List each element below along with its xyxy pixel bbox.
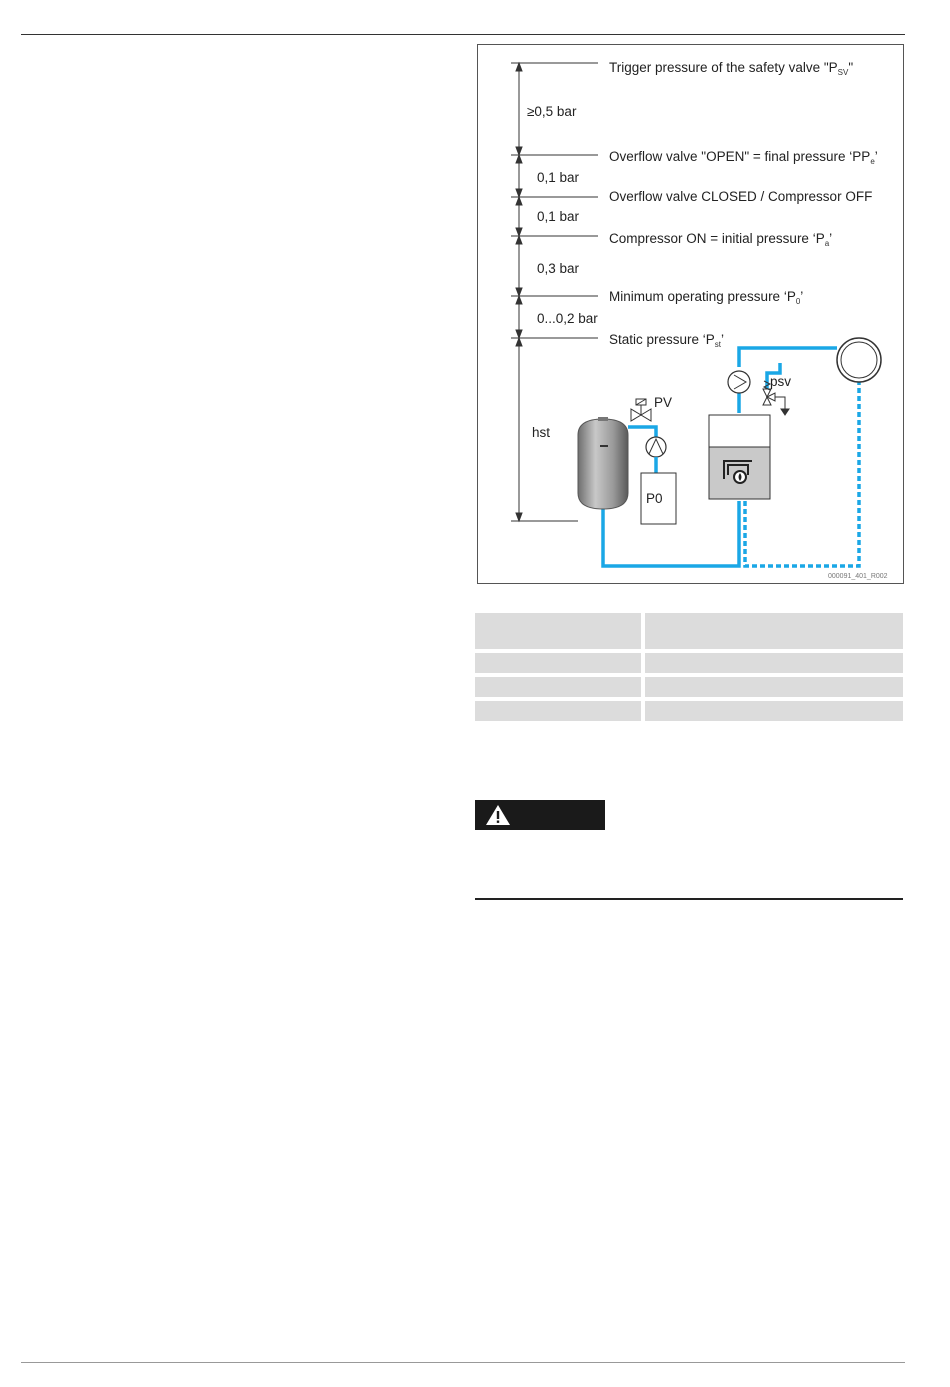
pressure-diagram-figure [477,44,904,584]
psv-label: psv [770,374,792,389]
table-header-row [475,613,903,649]
pressure-diagram [478,45,905,585]
interval-label: 0,1 bar [537,209,580,224]
table-cell [645,653,903,673]
pv-pump-icon [646,437,666,457]
header-rule [21,34,905,35]
table-cell [475,677,641,697]
interval-label: 0,3 bar [537,261,580,276]
table-cell [475,613,641,649]
interval-label: ≥0,5 bar [527,104,577,119]
level-label-pst: Static pressure ‘$P_{st}$’ [609,332,725,349]
table-cell [645,613,903,649]
circulation-pump-icon [728,371,750,393]
table-cell [475,653,641,673]
figure-code: 000091_401_R002 [828,573,888,580]
footer-rule [21,1362,905,1363]
table-cell [645,701,903,721]
expansion-vessel [578,417,628,509]
table-row [475,677,903,697]
table-cell [475,701,641,721]
table-row [475,701,903,721]
pv-valve-icon [631,399,651,421]
p0-label: P0 [646,491,663,506]
pv-label: PV [654,395,673,410]
level-label-off: Overflow valve CLOSED / Compressor OFF [609,189,873,204]
warning-divider [475,898,903,900]
heat-generator [709,415,770,499]
table-cell [645,677,903,697]
interval-label: 0...0,2 bar [537,311,598,326]
table-row [475,653,903,673]
warning-triangle-icon [485,804,511,826]
level-label-pa: Compressor ON = initial pressure ‘$P_a$’ [609,231,833,248]
interval-label: 0,1 bar [537,170,580,185]
warning-label [475,800,605,830]
height-label: hst [532,425,551,440]
dimension-arrows [516,63,522,521]
level-label-psv: Trigger pressure of the safety valve "$P_{SV}$" [609,60,854,77]
level-label-p0: Minimum operating pressure ‘$P_0$’ [609,289,804,306]
consumer-icon [837,338,881,382]
level-label-ppe: Overflow valve "OPEN" = final pressure ‘$PP_e$’ [609,149,878,166]
